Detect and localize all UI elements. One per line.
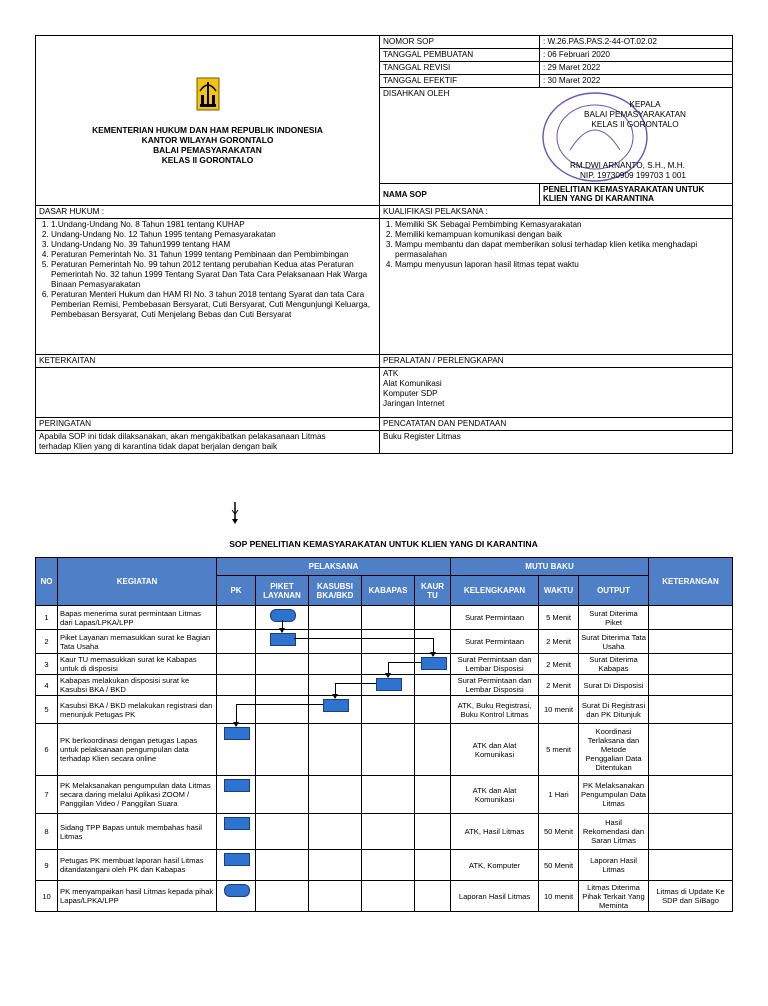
cell-kabapas xyxy=(362,606,415,630)
dasar-item: 3. Undang-Undang No. 39 Tahun1999 tentang HAM xyxy=(51,240,376,250)
table-row xyxy=(36,696,733,724)
process-symbol xyxy=(224,817,250,830)
ministry-logo xyxy=(196,77,220,111)
connector-line xyxy=(388,662,421,663)
keterkaitan-body xyxy=(36,368,380,418)
row-kelengkapan: ATK, Buku Registrasi, Buku Kontrol Litmas xyxy=(451,696,539,724)
dasar-item: 1. 1.Undang-Undang No. 8 Tahun 1981 tentang KUHAP xyxy=(51,220,376,230)
row-keterangan xyxy=(649,776,733,814)
arrow-head xyxy=(279,628,285,633)
row-no: 10 xyxy=(36,881,58,912)
pencatatan-label: PENCATATAN DAN PENDATAAN xyxy=(380,418,733,431)
process-symbol xyxy=(224,853,250,866)
row-no: 9 xyxy=(36,850,58,881)
organization-block xyxy=(36,36,380,206)
row-keterangan xyxy=(649,654,733,675)
row-output: Surat Diterima Tata Usaha xyxy=(579,630,649,654)
row-no: 1 xyxy=(36,606,58,630)
cell-kabapas xyxy=(362,850,415,881)
row-kegiatan: Kaur TU memasukkan surat ke Kabapas untuk di disposisi xyxy=(58,654,217,675)
cell-kasubsi xyxy=(309,630,362,654)
cell-kabapas xyxy=(362,696,415,724)
flow-title: SOP PENELITIAN KEMASYARAKATAN UNTUK KLIEN YANG DI KARANTINA xyxy=(229,539,538,549)
org-line-4: KELAS II GORONTALO xyxy=(161,154,254,165)
section-marker xyxy=(230,502,240,526)
process-symbol xyxy=(224,727,250,740)
cell-piket xyxy=(256,696,309,724)
org-line-2: KANTOR WILAYAH GORONTALO xyxy=(141,134,274,145)
cell-kaur xyxy=(415,850,451,881)
process-symbol xyxy=(270,633,296,646)
row-waktu: 50 Menit xyxy=(539,850,579,881)
cell-kaur xyxy=(415,881,451,912)
row-kelengkapan: ATK dan Alat Komunikasi xyxy=(451,776,539,814)
row-keterangan xyxy=(649,724,733,776)
cell-kasubsi xyxy=(309,850,362,881)
row-waktu: 10 menit xyxy=(539,881,579,912)
col-kaur: KAUR TU xyxy=(415,576,451,606)
org-line-3: BALAI PEMASYARAKATAN xyxy=(153,144,262,155)
cell-piket xyxy=(256,814,309,850)
col-kegiatan: KEGIATAN xyxy=(58,558,217,606)
row-kegiatan: Sidang TPP Bapas untuk membahas hasil Litmas xyxy=(58,814,217,850)
connector-line xyxy=(236,704,323,705)
row-output: Surat Di Registrasi dan PK Ditunjuk xyxy=(579,696,649,724)
table-row xyxy=(36,881,733,912)
arrow-head xyxy=(430,652,436,657)
cell-pk xyxy=(217,630,256,654)
table-row xyxy=(36,654,733,675)
sign-title-1: KEPALA xyxy=(629,100,661,109)
sign-nip: NIP. 19730909 199703 1 001 xyxy=(580,171,686,180)
row-kelengkapan: ATK dan Alat Komunikasi xyxy=(451,724,539,776)
peringatan-label: PERINGATAN xyxy=(36,418,380,431)
procedure-flow-table xyxy=(35,557,733,912)
row-no: 6 xyxy=(36,724,58,776)
process-symbol xyxy=(421,657,447,670)
row-kelengkapan: ATK, Hasil Litmas xyxy=(451,814,539,850)
table-row xyxy=(36,776,733,814)
row-keterangan xyxy=(649,814,733,850)
cell-piket xyxy=(256,675,309,696)
col-keterangan: KETERANGAN xyxy=(649,558,733,606)
row-waktu: 10 menit xyxy=(539,696,579,724)
kualifikasi-list xyxy=(380,219,733,355)
table-row xyxy=(36,606,733,630)
col-pk: PK xyxy=(217,576,256,606)
row-no: 5 xyxy=(36,696,58,724)
dasar-item: 4. Peraturan Pemerintah No. 31 Tahun 1999 tentang Pembinaan dan Pembimbingan xyxy=(51,250,376,260)
cell-kasubsi xyxy=(309,814,362,850)
row-kelengkapan: Surat Permintaan xyxy=(451,630,539,654)
row-no: 2 xyxy=(36,630,58,654)
row-output: PK Melaksanakan Pengumpulan Data Litmas xyxy=(579,776,649,814)
peralatan-item: Alat Komunikasi xyxy=(383,379,442,388)
tanggal-revisi-label: TANGGAL REVISI xyxy=(380,62,540,75)
row-kegiatan: Kabapas melakukan disposisi surat ke Kasubsi BKA / BKD xyxy=(58,675,217,696)
row-no: 3 xyxy=(36,654,58,675)
peralatan-label: PERALATAN / PERLENGKAPAN xyxy=(380,355,733,368)
nomor-sop-label: NOMOR SOP xyxy=(380,36,540,49)
kualifikasi-item: 4. Mampu menyusun laporan hasil litmas tepat waktu xyxy=(395,260,729,270)
tanggal-pembuatan-value: : 06 Februari 2020 xyxy=(540,49,733,62)
dasar-item: 5. Peraturan Pemerintah No. 99 tahun 2012 tentang perubahan Kedua atas Peraturan Pemerintah No. 32 tahun 1999 Tentang Syarat Dan Tata Cara Pelaksanaan Hak Warga Binaan Pemasyarakatan xyxy=(51,260,376,290)
row-no: 8 xyxy=(36,814,58,850)
col-waktu: WAKTU xyxy=(539,576,579,606)
cell-pk xyxy=(217,675,256,696)
cell-kasubsi xyxy=(309,881,362,912)
cell-kaur xyxy=(415,724,451,776)
cell-kaur xyxy=(415,606,451,630)
cell-piket xyxy=(256,881,309,912)
cell-kabapas xyxy=(362,814,415,850)
process-symbol xyxy=(224,779,250,792)
cell-piket xyxy=(256,654,309,675)
org-line-1: KEMENTERIAN HUKUM DAN HAM REPUBLIK INDONESIA xyxy=(92,124,323,135)
peringatan-line-1: Apabila SOP ini tidak dilaksanakan, akan mengakibatkan pelakasanaan Litmas xyxy=(39,432,326,441)
kualifikasi-item: 3. Mampu membantu dan dapat memberikan solusi terhadap klien ketika menghadapi permasalahan xyxy=(395,240,729,260)
nama-sop-line-1: PENELITIAN KEMASYARAKATAN UNTUK xyxy=(543,185,705,194)
row-output: Litmas Diterima Pihak Terkait Yang Meminta xyxy=(579,881,649,912)
keterkaitan-label: KETERKAITAN xyxy=(36,355,380,368)
connector-line xyxy=(294,638,433,639)
peralatan-item: Komputer SDP xyxy=(383,389,438,398)
row-keterangan xyxy=(649,850,733,881)
cell-kabapas xyxy=(362,630,415,654)
cell-kaur xyxy=(415,776,451,814)
row-waktu: 5 Menit xyxy=(539,606,579,630)
cell-kasubsi xyxy=(309,654,362,675)
row-output: Laporan Hasil Litmas xyxy=(579,850,649,881)
peringatan-text xyxy=(36,431,380,454)
row-no: 4 xyxy=(36,675,58,696)
disahkan-label: DISAHKAN OLEH xyxy=(383,89,450,98)
row-kegiatan: Kasubsi BKA / BKD melakukan registrasi dan menunjuk Petugas PK xyxy=(58,696,217,724)
col-pelaksana: PELAKSANA xyxy=(217,558,451,576)
sign-title-2: BALAI PEMASYARAKATAN xyxy=(584,110,686,119)
table-row xyxy=(36,630,733,654)
tanggal-efektif-value: : 30 Maret 2022 xyxy=(540,75,733,88)
row-kegiatan: Bapas menerima surat permintaan Litmas dari Lapas/LPKA/LPP xyxy=(58,606,217,630)
cell-kasubsi xyxy=(309,606,362,630)
nama-sop-label: NAMA SOP xyxy=(380,184,540,206)
row-kelengkapan: ATK, Komputer xyxy=(451,850,539,881)
cell-kaur xyxy=(415,675,451,696)
tanggal-pembuatan-label: TANGGAL PEMBUATAN xyxy=(380,49,540,62)
row-output: Surat Diterima Piket xyxy=(579,606,649,630)
arrow-head xyxy=(385,673,391,678)
row-kegiatan: Petugas PK membuat laporan hasil Litmas ditandatangani oleh PK dan Kabapas xyxy=(58,850,217,881)
row-keterangan: Litmas di Update Ke SDP dan SiBago xyxy=(649,881,733,912)
col-mutu-baku: MUTU BAKU xyxy=(451,558,649,576)
row-kegiatan: Piket Layanan memasukkan surat ke Bagian Tata Usaha xyxy=(58,630,217,654)
row-waktu: 2 Menit xyxy=(539,675,579,696)
col-piket: PIKET LAYANAN xyxy=(256,576,309,606)
sop-header-table xyxy=(35,35,733,454)
sign-title-3: KELAS II GORONTALO xyxy=(591,120,679,129)
row-kegiatan: PK menyampaikan hasil Litmas kepada pihak Lapas/LPKA/LPP xyxy=(58,881,217,912)
row-kegiatan: PK berkoordinasi dengan petugas Lapas untuk pelaksanaan pengumpulan data terhadap Klien secara online xyxy=(58,724,217,776)
cell-piket xyxy=(256,724,309,776)
cell-pk xyxy=(217,606,256,630)
row-kelengkapan: Laporan Hasil Litmas xyxy=(451,881,539,912)
row-kelengkapan: Surat Permintaan dan Lembar Disposisi xyxy=(451,654,539,675)
row-keterangan xyxy=(649,606,733,630)
cell-pk xyxy=(217,654,256,675)
dasar-item: 6. Peraturan Menteri Hukum dan HAM RI No. 3 tahun 2018 tentang Syarat dan tata Cara Pemberian Remisi, Pembebasan Bersyarat, Cuti Bersyarat, Cuti Mengunjungi Keluarga, Pembebasan Bersyarat, Cuti Menjelang Bebas dan Cuti Bersyarat xyxy=(51,290,376,320)
terminator-symbol xyxy=(224,884,250,897)
tanggal-efektif-label: TANGGAL EFEKTIF xyxy=(380,75,540,88)
table-row xyxy=(36,814,733,850)
row-keterangan xyxy=(649,675,733,696)
dasar-hukum-label: DASAR HUKUM : xyxy=(36,206,380,219)
cell-kasubsi xyxy=(309,724,362,776)
row-kegiatan: PK Melaksanakan pengumpulan data Litmas secara daring melalui Aplikasi ZOOM / Panggilan Video / Panggilan Suara xyxy=(58,776,217,814)
tanggal-revisi-value: : 29 Maret 2022 xyxy=(540,62,733,75)
cell-kaur xyxy=(415,814,451,850)
row-kelengkapan: Surat Permintaan dan Lembar Disposisi xyxy=(451,675,539,696)
dasar-item: 2. Undang-Undang No. 12 Tahun 1995 tentang Pemasyarakatan xyxy=(51,230,376,240)
kualifikasi-label: KUALIFIKASI PELAKSANA : xyxy=(380,206,733,219)
cell-piket xyxy=(256,776,309,814)
process-symbol xyxy=(323,699,349,712)
row-output: Surat Di Disposisi xyxy=(579,675,649,696)
col-no: NO xyxy=(36,558,58,606)
table-row xyxy=(36,724,733,776)
cell-piket xyxy=(256,850,309,881)
table-row xyxy=(36,850,733,881)
nama-sop-line-2: KLIEN YANG DI KARANTINA xyxy=(543,194,654,203)
col-kabapas: KABAPAS xyxy=(362,576,415,606)
row-waktu: 5 menit xyxy=(539,724,579,776)
row-keterangan xyxy=(649,630,733,654)
connector-line xyxy=(335,683,376,684)
peralatan-item: Jaringan Internet xyxy=(383,399,445,408)
row-waktu: 2 Menit xyxy=(539,630,579,654)
dasar-hukum-list xyxy=(36,219,380,355)
col-kelengkapan: KELENGKAPAN xyxy=(451,576,539,606)
row-output: Hasil Rekomendasi dan Saran Litmas xyxy=(579,814,649,850)
row-output: Koordinasi Terlaksana dan Metode Penggalian Data Ditentukan xyxy=(579,724,649,776)
row-keterangan xyxy=(649,696,733,724)
kualifikasi-item: 1. Memiliki SK Sebagai Pembimbing Kemasyarakatan xyxy=(395,220,729,230)
row-kelengkapan: Surat Permintaan xyxy=(451,606,539,630)
row-waktu: 2 Menit xyxy=(539,654,579,675)
arrow-head xyxy=(332,694,338,699)
peralatan-item: ATK xyxy=(383,369,399,378)
cell-kasubsi xyxy=(309,776,362,814)
col-kasubsi: KASUBSI BKA/BKD xyxy=(309,576,362,606)
terminator-symbol xyxy=(270,609,296,622)
cell-kabapas xyxy=(362,776,415,814)
signature-block xyxy=(380,88,733,184)
col-output: OUTPUT xyxy=(579,576,649,606)
pencatatan-text: Buku Register Litmas xyxy=(380,431,733,454)
cell-kabapas xyxy=(362,881,415,912)
kualifikasi-item: 2. Memiliki kemampuan komunikasi dengan baik xyxy=(395,230,729,240)
nama-sop-value xyxy=(540,184,733,206)
process-symbol xyxy=(376,678,402,691)
cell-kaur xyxy=(415,696,451,724)
peringatan-line-2: terhadap Klien yang di karantina tidak dapat berjalan dengan baik xyxy=(39,442,278,451)
row-waktu: 50 Menit xyxy=(539,814,579,850)
nomor-sop-value: : W.26.PAS.PAS.2-44-OT.02.02 xyxy=(540,36,733,49)
row-waktu: 1 Hari xyxy=(539,776,579,814)
peralatan-list xyxy=(380,368,733,418)
row-output: Surat Diterima Kabapas xyxy=(579,654,649,675)
arrow-head xyxy=(233,722,239,727)
cell-kabapas xyxy=(362,724,415,776)
sign-name: RM.DWI ARNANTO, S.H., M.H. xyxy=(570,161,685,170)
row-no: 7 xyxy=(36,776,58,814)
